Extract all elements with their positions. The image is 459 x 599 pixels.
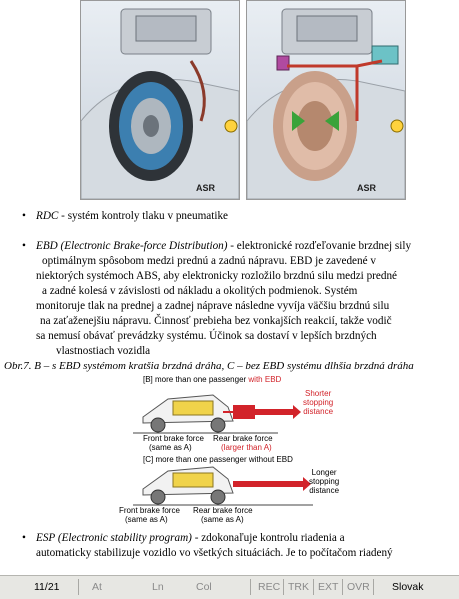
ebd-c-title: [C] more than one passenger without EBD xyxy=(143,455,293,464)
ebd-c-distance-1: Longer xyxy=(311,468,337,477)
ebd-b-distance-1: Shorter xyxy=(305,389,332,398)
ebd-braking-diagram xyxy=(113,373,347,525)
term-esp: ESP (Electronic stability program) xyxy=(36,532,192,544)
status-bar xyxy=(0,575,459,599)
ebd-b-distance-3: distance xyxy=(303,407,334,416)
term-rdc: RDC xyxy=(36,210,59,222)
ebd-c-front-label: Front brake force xyxy=(119,506,180,515)
bullet-dot: • xyxy=(22,240,26,252)
ebd-c-distance xyxy=(309,468,339,495)
bullet-dot: • xyxy=(22,210,26,222)
status-page-count[interactable]: 11/21 xyxy=(34,581,60,593)
status-ovr[interactable]: OVR xyxy=(347,581,370,593)
ebd-c-rear-sub: (same as A) xyxy=(201,515,244,524)
brake-system-illustration xyxy=(80,0,404,198)
ebd-line-6: na zaťaženejšiu nápravu. Činnosť prebieha bez vonkajších reakcií, takže vodič xyxy=(40,315,392,327)
ebd-c-rear-label: Rear brake force xyxy=(193,506,253,515)
ebd-b-title xyxy=(143,375,281,384)
figure-caption: Obr.7. B – s EBD systémom kratšia brzdná dráha, C – bez EBD systému dlhšia brzdná dráha xyxy=(4,360,414,372)
ebd-line-8: vlastnostiach vozidla xyxy=(56,345,151,357)
status-line[interactable]: Ln xyxy=(152,581,164,593)
ebd-c-distance-3: distance xyxy=(309,486,340,495)
status-rec[interactable]: REC xyxy=(258,581,281,593)
ebd-b-distance xyxy=(303,389,333,416)
ebd-b-rear-label: Rear brake force xyxy=(213,434,273,443)
ebd-line-7: sa nemusí obávať prevádzky systému. Účinok sa dostaví v lepších brzdných xyxy=(36,330,377,342)
status-ext[interactable]: EXT xyxy=(318,581,339,593)
status-column[interactable]: Col xyxy=(196,581,212,593)
status-at[interactable]: At xyxy=(92,581,102,593)
status-trk[interactable]: TRK xyxy=(288,581,309,593)
ebd-b-title-highlight: with EBD xyxy=(248,375,282,384)
ebd-c-distance-2: stopping xyxy=(309,477,340,486)
term-ebd: EBD (Electronic Brake-force Distribution) xyxy=(36,240,228,252)
ebd-line-3: niektorých systémoch ABS, aby elektronicky rozložilo brzdnú silu medzi predné xyxy=(36,270,398,282)
bullet-dot: • xyxy=(22,532,26,544)
esp-line-1: - zdokonaľuje kontrolu riadenia a xyxy=(191,532,345,544)
esp-line-2: automaticky stabilizuje vozidlo vo všetkých situáciách. Je to počítačom riadený xyxy=(36,547,393,559)
rdc-text: - systém kontroly tlaku v pneumatike xyxy=(58,210,229,222)
status-language[interactable]: Slovak xyxy=(392,581,424,593)
ebd-line-5: monitoruje tlak na prednej a zadnej náprave následne vyvíja väčšiu brzdnú silu xyxy=(36,300,390,312)
ebd-line-2: optimálnym spôsobom medzi prednú a zadnú nápravu. EBD je zavedené v xyxy=(42,255,376,267)
illustration-panel-right xyxy=(246,0,406,200)
ebd-b-rear-sub: (larger than A) xyxy=(221,443,272,452)
ebd-line-1: - elektronické rozďeľovanie brzdnej sily xyxy=(227,240,412,252)
ebd-line-4: a zadné kolesá v závislosti od nákladu a okolitých podmienok. Systém xyxy=(42,285,358,297)
ebd-b-front-label: Front brake force xyxy=(143,434,204,443)
ebd-b-distance-2: stopping xyxy=(303,398,334,407)
illustration-panel-left xyxy=(80,0,240,200)
ebd-b-title-prefix: [B] more than one passenger xyxy=(143,375,249,384)
asr-label-left: ASR xyxy=(196,183,216,193)
asr-label-right: ASR xyxy=(357,183,377,193)
ebd-b-front-sub: (same as A) xyxy=(149,443,192,452)
ebd-c-front-sub: (same as A) xyxy=(125,515,168,524)
